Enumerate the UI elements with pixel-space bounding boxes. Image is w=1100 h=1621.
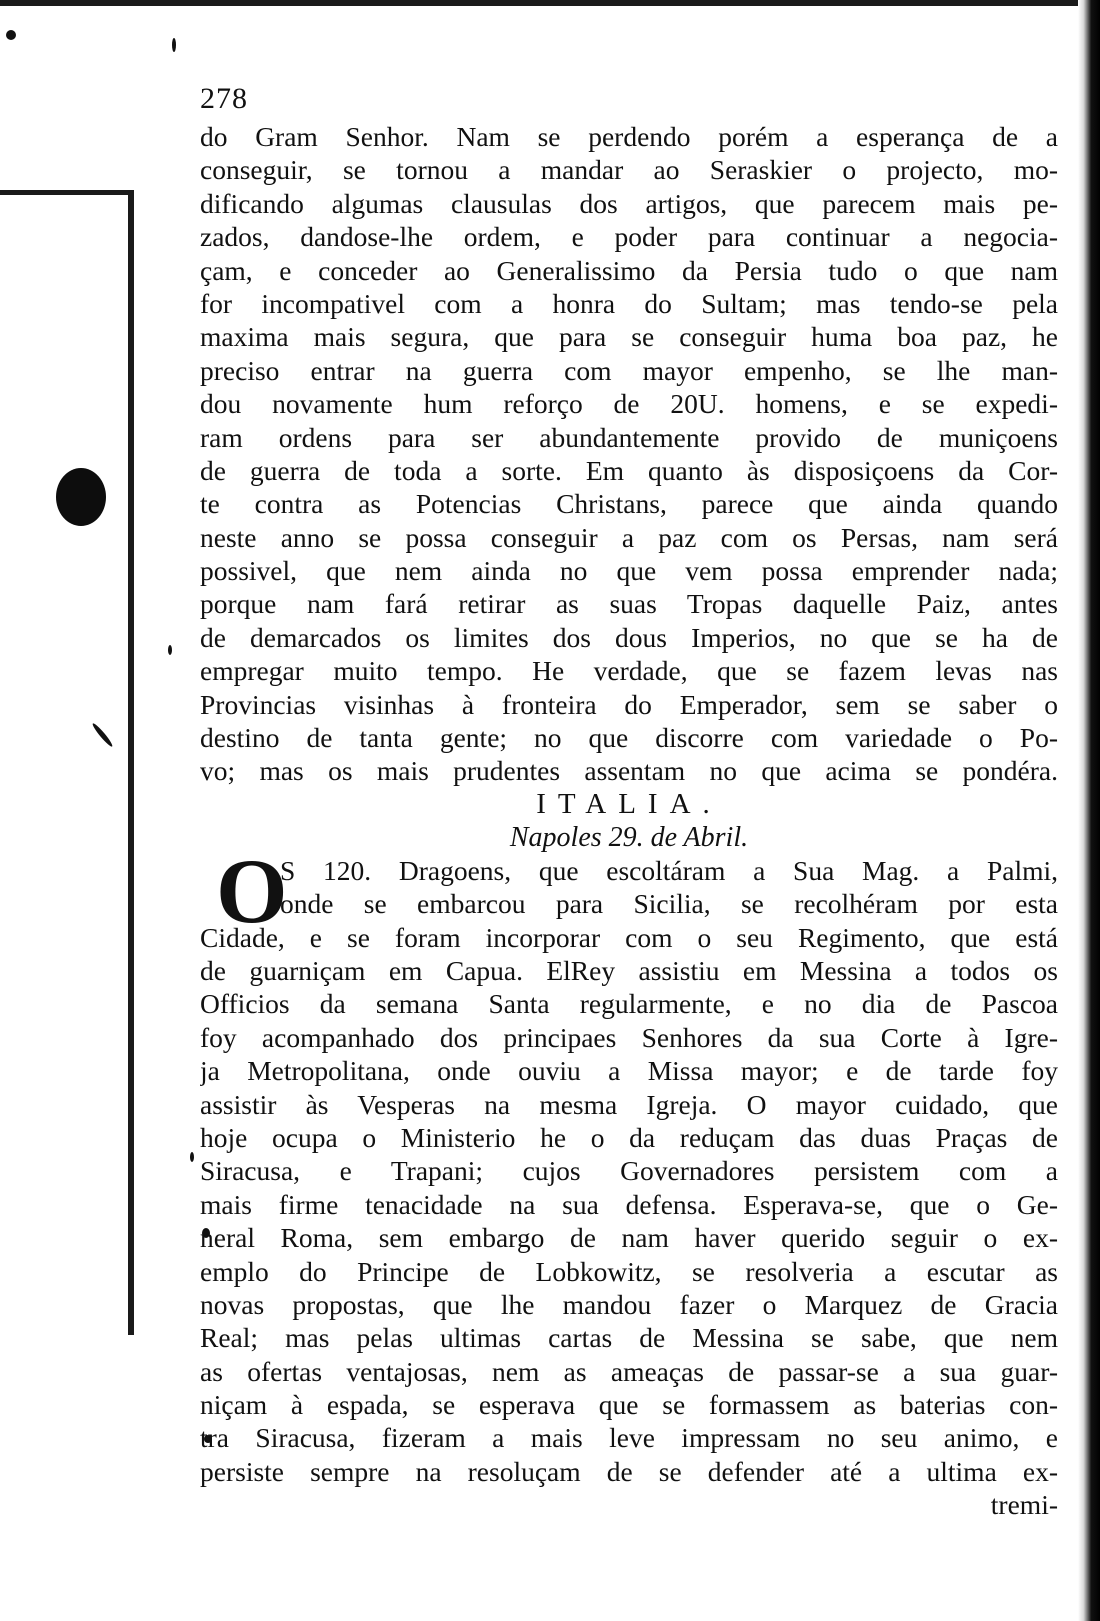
text-line: novas propostas, que lhe mandou fazer o Marquez de Gracia: [200, 1288, 1058, 1320]
text-line: Real; mas pelas ultimas cartas de Messina se sabe, que nem: [200, 1322, 1058, 1354]
article-napoles: [200, 839, 1058, 1522]
text-line: conseguir, se tornou a mandar ao Seraskier o projecto, mo-: [200, 154, 1058, 186]
page-number: 278: [200, 82, 248, 115]
text-line: porque nam fará retirar as suas Tropas daquelle Paiz, antes: [200, 588, 1058, 620]
text-line: do Gram Senhor. Nam se perdendo porém a esperança de a: [200, 121, 1058, 152]
text-line: persiste sempre na resoluçam de se defender até a ultima ex-: [200, 1455, 1058, 1487]
text-line: assistir às Vesperas na mesma Igreja. O mayor cuidado, que: [200, 1088, 1058, 1120]
drop-cap: O: [216, 839, 288, 942]
text-line: S 120. Dragoens, que escoltáram a Sua Mag. a Palmi,: [280, 854, 1058, 886]
text-line: Officios da semana Santa regularmente, e no dia de Pascoa: [200, 988, 1058, 1020]
text-line: Siracusa, e Trapani; cujos Governadores persistem com a: [200, 1155, 1058, 1187]
text-line: te contra as Potencias Christans, parece que ainda quando: [200, 488, 1058, 520]
text-line: Provincias visinhas à fronteira do Emperador, sem se saber o: [200, 688, 1058, 720]
dateline: Napoles 29. de Abril.: [509, 821, 749, 853]
text-line: emplo do Principe de Lobkowitz, se resolveria a escutar as: [200, 1255, 1058, 1287]
text-line: mais firme tenacidade na sua defensa. Esperava-se, que o Ge-: [200, 1188, 1058, 1220]
ink-speck: [190, 1152, 194, 1162]
text-line: foy acompanhado dos principaes Senhores da sua Corte à Igre-: [200, 1021, 1058, 1053]
text-line: neste anno se possa conseguir a paz com os Persas, nam será: [200, 521, 1058, 553]
text-line: as ofertas ventajosas, nem as ameaças de passar-se a sua guar-: [200, 1355, 1058, 1387]
scan-top-edge: [0, 0, 1100, 6]
text-line: possivel, que nem ainda no que vem possa emprender nada;: [200, 555, 1058, 587]
ink-blot: [56, 468, 106, 526]
text-line: onde se embarcou para Sicilia, se recolhéram por esta: [280, 888, 1058, 920]
text-line: ram ordens para ser abundantemente provido de muniçoens: [200, 421, 1058, 453]
text-line: hoje ocupa o Ministerio he o da reduçam das duas Praças de: [200, 1121, 1058, 1153]
text-line: maxima mais segura, que para se conseguir huma boa paz, he: [200, 321, 1058, 353]
article-persia: [200, 120, 1058, 788]
text-line: dificando algumas clausulas dos artigos, que parecem mais pe-: [200, 187, 1058, 219]
facing-page-edge: [0, 190, 134, 1335]
text-line: tra Siracusa, fizeram a mais leve impressam no seu animo, e: [200, 1422, 1058, 1454]
ink-speck: [172, 38, 176, 52]
text-line: de guarniçam em Capua. ElRey assistiu em Messina a todos os: [200, 954, 1058, 986]
text-line: Cidade, e se foram incorporar com o seu Regimento, que está: [200, 921, 1058, 953]
text-line: destino de tanta gente; no que discorre com variedade o Po-: [200, 722, 1058, 754]
text-line: çam, e conceder ao Generalissimo da Persia tudo o que nam: [200, 254, 1058, 286]
text-line: de guerra de toda a sorte. Em quanto às disposiçoens da Cor-: [200, 454, 1058, 486]
text-line: niçam à espada, se esperava que se formassem as baterias con-: [200, 1389, 1058, 1421]
ink-speck: [168, 645, 172, 655]
text-line: empregar muito tempo. He verdade, que se fazem levas nas: [200, 655, 1058, 687]
book-page: [200, 84, 1058, 1522]
scan-right-edge: [1078, 0, 1100, 1621]
ink-speck: [6, 30, 16, 40]
text-line: for incompativel com a honra do Sultam; mas tendo-se pela: [200, 287, 1058, 319]
section-heading: ITALIA.: [536, 787, 722, 820]
text-line: neral Roma, sem embargo de nam haver querido seguir o ex-: [200, 1222, 1058, 1254]
catchword: tremi-: [990, 1489, 1058, 1521]
text-line: vo; mas os mais prudentes assentam no que acima se pondéra.: [200, 755, 1058, 787]
text-line: dou novamente hum reforço de 20U. homens, e se expedi-: [200, 388, 1058, 420]
text-line: preciso entrar na guerra com mayor empenho, se lhe man-: [200, 354, 1058, 386]
text-line: ja Metropolitana, onde ouviu a Missa mayor; e de tarde foy: [200, 1055, 1058, 1087]
text-line: zados, dandose-lhe ordem, e poder para continuar a negocia-: [200, 221, 1058, 253]
text-line: de demarcados os limites dos dous Imperios, no que se ha de: [200, 621, 1058, 653]
